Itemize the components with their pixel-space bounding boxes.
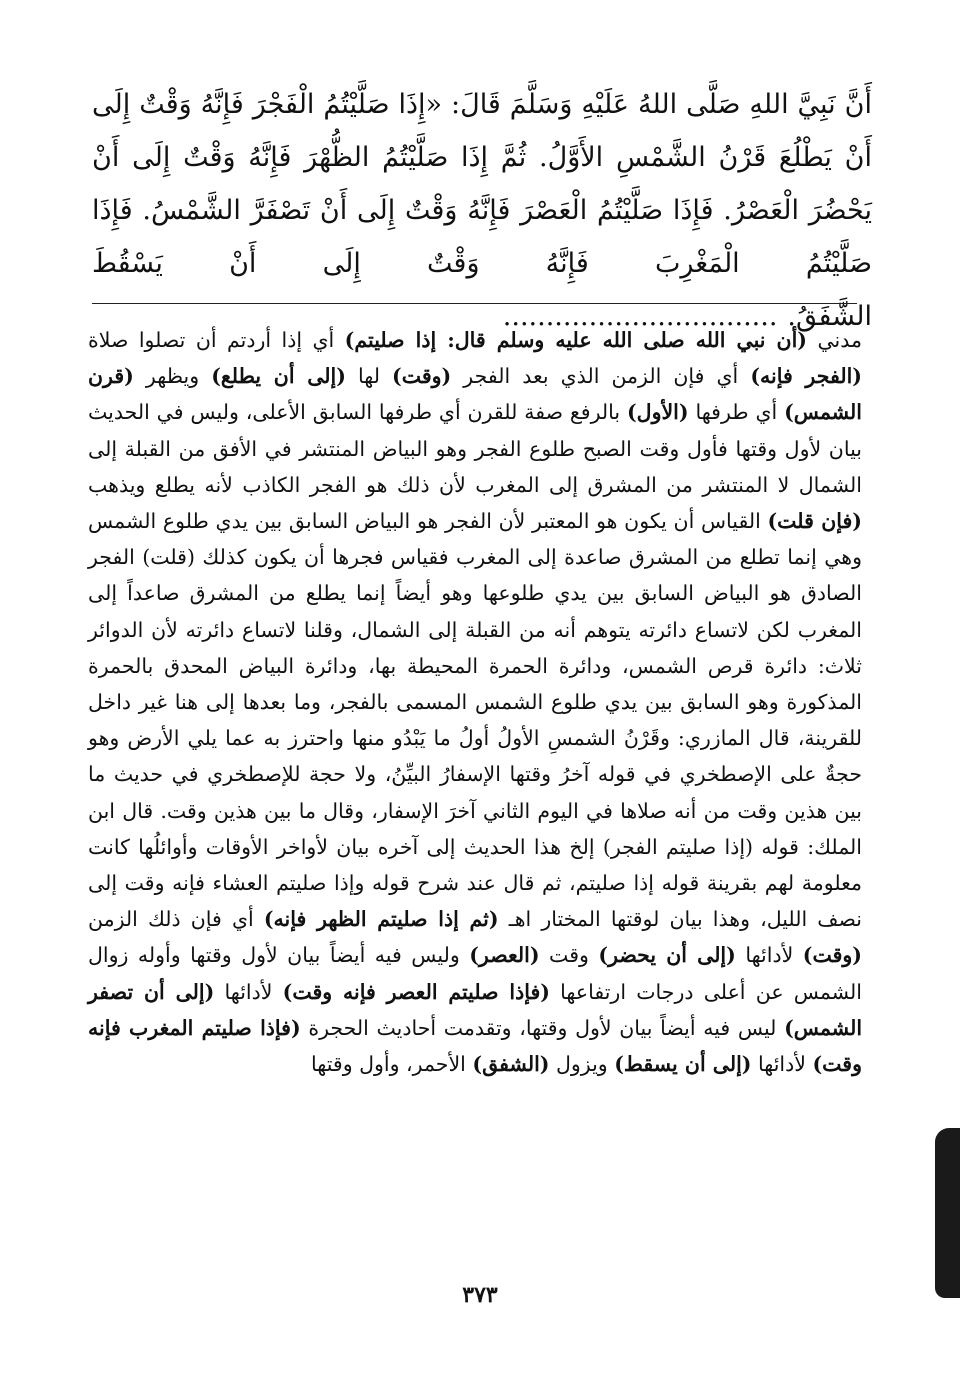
scan-margin-mark: [935, 1128, 960, 1298]
commentary-segment: لأدائها: [214, 979, 283, 1004]
commentary-quote: (وقت): [802, 943, 862, 968]
commentary-quote: (فإذا صليتم العصر فإنه وقت): [282, 979, 550, 1004]
commentary-text: [88, 322, 862, 1082]
commentary-quote: (فإن قلت): [767, 509, 862, 534]
commentary-segment: أي إذا أردتم أن تصلوا صلاة: [88, 328, 345, 352]
commentary-quote: (إلى أن يحضر): [598, 943, 736, 968]
commentary-segment: أي فإن الزمن الذي بعد الفجر: [451, 364, 751, 389]
commentary-segment: لها: [345, 364, 393, 389]
ellipsis-dots: ................................: [502, 301, 778, 332]
commentary-quote: (فإذا صليتم المغرب فإنه وقت): [88, 1015, 862, 1077]
commentary-segment: الأحمر، وأول وقتها: [311, 1052, 473, 1077]
commentary-segment: لأدائها: [735, 943, 803, 968]
commentary-quote: (الشفق): [472, 1052, 550, 1077]
commentary-segment: ويزول: [549, 1052, 615, 1077]
commentary-segment: أي فإن ذلك الزمن: [88, 907, 264, 932]
commentary-quote: (إلى أن يسقط): [614, 1052, 752, 1077]
commentary-quote: (إلى أن يطلع): [211, 364, 346, 389]
commentary-segment: بالرفع صفة للقرن أي طرفها السابق الأعلى، وليس في الحديث بيان لأول وقتها فأول وقت الصبح طلوع الفجر وهو البياض المنتشر في الأفق من القبلة إلى الشمال لا المنتشر من المشرق إلى المغرب لأن ذلك هو الفجر الكاذب لأنه يطلع ويذهب: [88, 400, 862, 497]
commentary-segment: وليس فيه أيضاً بيان لأول وقتها وأوله زوال الشمس عن أعلى درجات ارتفاعها: [88, 943, 862, 1004]
commentary-segment: أي طرفها: [688, 400, 785, 425]
hadith-line-text: أَنَّ نَبِيَّ اللهِ صَلَّى اللهُ عَلَيْهِ وَسَلَّمَ قَالَ: «إِذَا صَلَّيْتُمُ الْفَجْرَ فَإِنَّهُ وَقْتٌ إِلَى أَنْ يَطْلُعَ قَرْنُ الشَّمْسِ الأَوَّلُ. ثُمَّ إِذَا صَلَّيْتُمُ الظُّهْرَ فَإِنَّهُ وَقْتٌ إِلَى أَنْ يَحْضُرَ الْعَصْرُ. فَإِذَا صَلَّيْتُمُ الْعَصْرَ فَإِنَّهُ وَقْتٌ إِلَى أَنْ تَصْفَرَّ الشَّمْسُ. فَإِذَا صَلَّيْتُمُ الْمَغْرِبَ فَإِنَّهُ وَقْتٌ إِلَى أَنْ يَسْقُطَ الشَّفَقُ.: [92, 89, 872, 332]
commentary-segment: وقت: [539, 943, 599, 968]
commentary-quote: (قرن الشمس): [88, 364, 862, 425]
commentary-segment: لأدائها: [751, 1052, 813, 1077]
commentary-quote: (ثم إذا صليتم الظهر فإنه): [263, 907, 499, 932]
commentary-segment: ليس فيه أيضاً بيان لأول وقتها، وتقدمت أحاديث الحجرة: [300, 1015, 785, 1040]
page-number: ٣٧٣: [462, 1282, 498, 1308]
commentary-segment: ويظهر: [133, 364, 212, 389]
commentary-quote: (الفجر فإنه): [750, 364, 862, 389]
commentary-quote: (أن نبي الله صلى الله عليه وسلم قال: إذا صليتم): [344, 328, 808, 352]
commentary-quote: (إلى أن تصفر الشمس): [88, 979, 863, 1040]
commentary-quote: (العصر): [469, 943, 540, 968]
footnote-divider: [92, 303, 857, 304]
commentary-segment: مدني: [807, 328, 862, 352]
commentary-quote: (وقت): [392, 364, 452, 389]
commentary-quote: (الأول): [626, 400, 689, 425]
commentary-segment: القياس أن يكون هو المعتبر لأن الفجر هو البياض السابق بين يدي طلوع الشمس وهي إنما تطلع من المشرق صاعدة إلى المغرب فقياس فجرها أن يكون كذلك (قلت) الفجر الصادق هو البياض السابق بين يدي طلوعها وهو أيضاً إنما يطلع من المشرق صاعداً إلى المغرب لكن لاتساع دائرته يتوهم أنه من القبلة إلى الشمال، وقلنا لاتساع دائرته لأن الدوائر ثلاث: دائرة قرص الشمس، ودائرة الحمرة المحيطة بها، ودائرة البياض المحدق بالحمرة المذكورة وهو السابق بين يدي طلوع الشمس المسمى بالفجر، وما بعدها إلى هنا غير داخل للقرينة، قال المازري: وقَرْنُ الشمسِ الأولُ أولُ ما يَبْدُو منها واحترز به عما يلي الأرض وهو حجةٌ على الإصطخري في قوله آخرُ وقتها الإسفارُ البيِّنُ، ولا حجة للإصطخري في حديث ما بين هذين وقت من أنه صلاها في اليوم الثاني آخرَ الإسفار، وقال ما بين هذين وقت. قال ابن الملك: قوله (إذا صليتم الفجر) إلخ هذا الحديث إلى آخره بيان لأواخر الأوقات وأوائلُها كانت معلومة لهم بقرينة قوله إذا صليتم، ثم قال عند شرح قوله وإذا صليتم العشاء فإنه وقت إلى نصف الليل، وهذا بيان لوقتها المختار اهـ: [88, 509, 862, 932]
